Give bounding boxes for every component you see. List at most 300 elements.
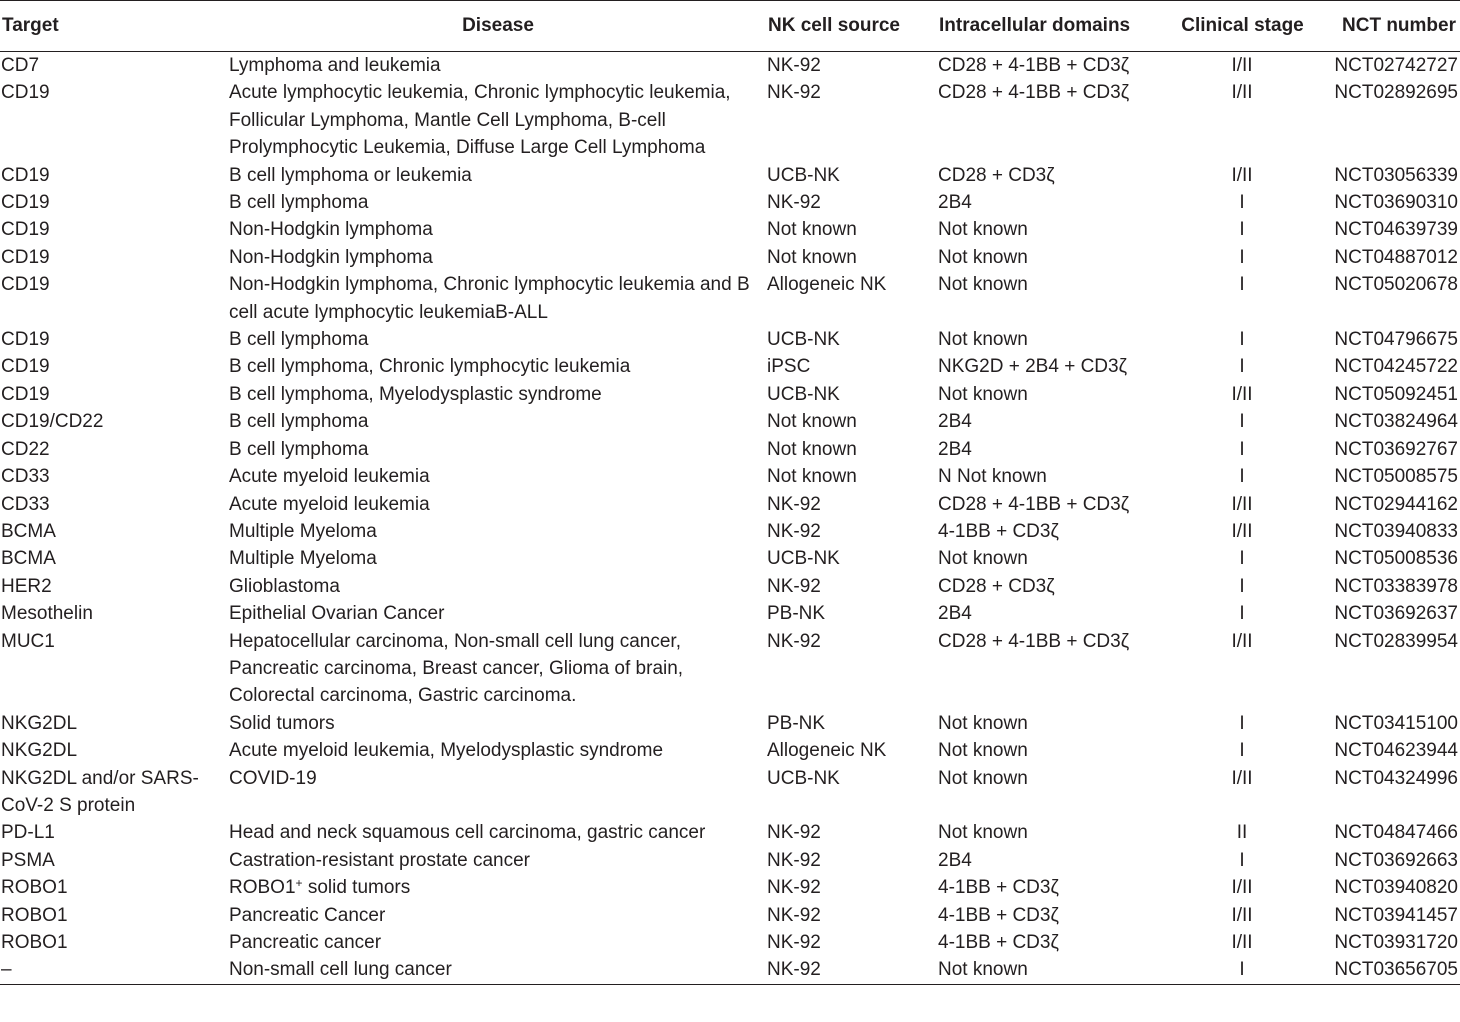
cell-intracellular-domains [937, 353, 1171, 380]
cell-nk-cell-source-text: NK-92 [767, 82, 821, 104]
cell-target-text: NKG2DL [1, 712, 78, 734]
cell-intracellular-domains [937, 600, 1171, 627]
cell-clinical-stage [1171, 765, 1312, 820]
cell-disease-text: Lymphoma and leukemia [229, 55, 441, 76]
cell-nk-cell-source-text: PB-NK [767, 712, 826, 734]
cell-disease-text: Hepatocellular carcinoma, Non-small cell lung cancer, Pancreatic carcinoma, Breast cancer, Glioma of brain, Colorectal carcinoma, Gastric carcinoma. [229, 630, 684, 707]
cell-disease [228, 326, 766, 353]
cell-disease-text: B cell lymphoma, Chronic lymphocytic leukemia [229, 356, 631, 378]
header-clinical-stage: Clinical stage [1181, 15, 1304, 36]
cell-nk-cell-source [766, 819, 937, 846]
cell-clinical-stage [1171, 189, 1312, 216]
cell-intracellular-domains [937, 408, 1171, 435]
cell-nct-number [1312, 518, 1460, 545]
cell-nct-number-text: NCT03383978 [1334, 575, 1458, 597]
cell-target [0, 518, 228, 545]
cell-nct-number-text: NCT03690310 [1334, 192, 1458, 214]
cell-nct-number-text: NCT03415100 [1334, 712, 1458, 734]
cell-clinical-stage-text: I [1239, 603, 1245, 625]
cell-intracellular-domains-text: NKG2D + 2B4 + CD3ζ [938, 356, 1127, 378]
cell-nk-cell-source-text: PB-NK [767, 603, 826, 625]
cell-disease-text: Non-Hodgkin lymphoma, Chronic lymphocytic leukemia and B cell acute lymphocytic leukemiaB-ALL [229, 274, 750, 323]
cell-clinical-stage-text: I/II [1231, 82, 1253, 104]
cell-target-text: PD-L1 [1, 822, 55, 844]
cell-nk-cell-source [766, 353, 937, 380]
table-row [0, 162, 1460, 189]
table-row [0, 491, 1460, 518]
cell-disease [228, 216, 766, 243]
cell-disease-text: B cell lymphoma [229, 438, 369, 460]
cell-target [0, 216, 228, 243]
cell-disease [228, 491, 766, 518]
cell-target-text: NKG2DL [1, 740, 78, 762]
cell-clinical-stage [1171, 79, 1312, 161]
table-row [0, 353, 1460, 380]
table-body [0, 52, 1460, 985]
cell-clinical-stage [1171, 463, 1312, 490]
cell-nk-cell-source [766, 244, 937, 271]
cell-intracellular-domains-text: 2B4 [938, 849, 972, 871]
cell-target [0, 326, 228, 353]
cell-clinical-stage [1171, 902, 1312, 929]
cell-clinical-stage [1171, 956, 1312, 984]
cell-nct-number [1312, 491, 1460, 518]
cell-intracellular-domains [937, 902, 1171, 929]
cell-nct-number-text: NCT04324996 [1334, 767, 1458, 789]
cell-nct-number [1312, 710, 1460, 737]
cell-nct-number-text: NCT04245722 [1334, 356, 1458, 378]
cell-nk-cell-source [766, 765, 937, 820]
cell-intracellular-domains [937, 463, 1171, 490]
cell-intracellular-domains [937, 929, 1171, 956]
cell-disease [228, 52, 766, 80]
cell-nk-cell-source [766, 628, 937, 710]
table-row [0, 518, 1460, 545]
cell-clinical-stage-text: I/II [1231, 767, 1253, 789]
table-row [0, 463, 1460, 490]
cell-disease-text: Castration-resistant prostate cancer [229, 849, 530, 871]
cell-nk-cell-source-text: Not known [767, 411, 857, 433]
cell-clinical-stage [1171, 244, 1312, 271]
cell-nct-number-text: NCT04847466 [1334, 822, 1458, 844]
cell-target [0, 737, 228, 764]
cell-nct-number [1312, 52, 1460, 80]
cell-target-text: CD19 [1, 192, 50, 214]
cell-nct-number [1312, 216, 1460, 243]
cell-intracellular-domains-text: CD28 + 4-1BB + CD3ζ [938, 82, 1130, 104]
cell-clinical-stage-text: I [1239, 959, 1245, 981]
cell-clinical-stage [1171, 271, 1312, 326]
cell-disease [228, 271, 766, 326]
table-row [0, 874, 1460, 901]
cell-target [0, 902, 228, 929]
cell-disease [228, 162, 766, 189]
cell-target-text: CD19 [1, 356, 50, 378]
cell-intracellular-domains-text: CD28 + 4-1BB + CD3ζ [938, 493, 1130, 515]
cell-target-text: BCMA [1, 520, 56, 542]
cell-nct-number [1312, 244, 1460, 271]
cell-intracellular-domains [937, 381, 1171, 408]
cell-target-text: ROBO1 [1, 932, 68, 953]
cell-target [0, 874, 228, 901]
cell-target [0, 929, 228, 956]
cell-clinical-stage-text: I/II [1231, 877, 1253, 899]
cell-target-text: ROBO1 [1, 877, 68, 899]
table-row [0, 765, 1460, 820]
table-row [0, 600, 1460, 627]
header-disease: Disease [462, 15, 534, 36]
cell-nk-cell-source-text: NK-92 [767, 192, 821, 214]
cell-disease [228, 463, 766, 490]
cell-nct-number [1312, 463, 1460, 490]
cell-nct-number [1312, 902, 1460, 929]
cell-disease [228, 847, 766, 874]
cell-clinical-stage-text: I/II [1231, 630, 1253, 652]
cell-disease-text: Pancreatic Cancer [229, 904, 386, 926]
cell-intracellular-domains [937, 573, 1171, 600]
table-header [0, 1, 1460, 52]
cell-target [0, 244, 228, 271]
cell-nk-cell-source [766, 52, 937, 80]
cell-target-text: CD7 [1, 55, 40, 76]
cell-target-text: PSMA [1, 849, 55, 871]
cell-clinical-stage-text: I [1239, 356, 1245, 378]
cell-nct-number-text: NCT04796675 [1334, 329, 1458, 351]
cell-disease [228, 79, 766, 161]
cell-disease-text: B cell lymphoma [229, 329, 369, 351]
cell-nct-number-text: NCT03692663 [1334, 849, 1458, 871]
cell-nk-cell-source-text: Not known [767, 246, 857, 268]
cell-nk-cell-source [766, 573, 937, 600]
cell-target-text: CD19 [1, 246, 50, 268]
cell-disease [228, 929, 766, 956]
cell-disease [228, 381, 766, 408]
cell-disease-text: Multiple Myeloma [229, 520, 377, 542]
cell-nk-cell-source [766, 436, 937, 463]
cell-nct-number-text: NCT05092451 [1334, 383, 1458, 405]
table-row [0, 79, 1460, 161]
cell-intracellular-domains-text: CD28 + CD3ζ [938, 164, 1055, 186]
cell-intracellular-domains [937, 710, 1171, 737]
cell-clinical-stage-text: I/II [1231, 383, 1253, 405]
cell-intracellular-domains [937, 628, 1171, 710]
cell-disease-text: Epithelial Ovarian Cancer [229, 603, 445, 625]
header-intracellular-domains: Intracellular domains [939, 15, 1131, 36]
cell-intracellular-domains [937, 436, 1171, 463]
cell-target-text: CD19 [1, 82, 50, 104]
cell-clinical-stage-text: I/II [1231, 904, 1253, 926]
cell-nct-number [1312, 765, 1460, 820]
cell-nct-number [1312, 847, 1460, 874]
table-row [0, 189, 1460, 216]
cell-clinical-stage-text: I [1239, 246, 1245, 268]
cell-intracellular-domains-text: 2B4 [938, 438, 972, 460]
cell-target [0, 628, 228, 710]
cell-nct-number-text: NCT05008536 [1334, 548, 1458, 570]
cell-clinical-stage-text: I [1239, 575, 1245, 597]
cell-nct-number-text: NCT02742727 [1334, 55, 1458, 76]
cell-target-text: NKG2DL and/or SARS-CoV-2 S protein [1, 767, 199, 816]
cell-disease [228, 710, 766, 737]
cell-intracellular-domains [937, 244, 1171, 271]
cell-nk-cell-source [766, 216, 937, 243]
table-row [0, 326, 1460, 353]
cell-nk-cell-source [766, 518, 937, 545]
table-row [0, 929, 1460, 956]
cell-nct-number [1312, 628, 1460, 710]
cell-disease-text: Non-small cell lung cancer [229, 959, 452, 981]
cell-intracellular-domains-text: 4-1BB + CD3ζ [938, 904, 1059, 926]
cell-intracellular-domains [937, 847, 1171, 874]
cell-intracellular-domains [937, 765, 1171, 820]
header-row [0, 1, 1460, 52]
cell-disease-text: Pancreatic cancer [229, 932, 382, 953]
cell-nct-number-text: NCT03940833 [1334, 520, 1458, 542]
cell-target-text: MUC1 [1, 630, 55, 652]
cell-nct-number-text: NCT03656705 [1334, 959, 1458, 981]
cell-target [0, 545, 228, 572]
cell-nct-number [1312, 436, 1460, 463]
cell-intracellular-domains [937, 52, 1171, 80]
cell-target [0, 847, 228, 874]
table-row [0, 271, 1460, 326]
cell-disease-text: Acute myeloid leukemia [229, 466, 430, 488]
cell-target [0, 408, 228, 435]
cell-nk-cell-source-text: NK-92 [767, 932, 821, 953]
cell-nk-cell-source-text: UCB-NK [767, 164, 840, 186]
cell-clinical-stage [1171, 518, 1312, 545]
table-row [0, 710, 1460, 737]
cell-target [0, 381, 228, 408]
cell-nk-cell-source [766, 189, 937, 216]
cell-disease [228, 518, 766, 545]
cell-target-text: CD33 [1, 493, 50, 515]
cell-nk-cell-source [766, 545, 937, 572]
cell-disease [228, 765, 766, 820]
cell-nk-cell-source-text: NK-92 [767, 55, 821, 76]
cell-nct-number-text: NCT02839954 [1334, 630, 1458, 652]
cell-target-text: CD19 [1, 329, 50, 351]
cell-disease-text: Acute lymphocytic leukemia, Chronic lymphocytic leukemia, Follicular Lymphoma, Mantle Cell Lymphoma, B-cell Prolymphocytic Leukemia, Diffuse Large Cell Lymphoma [229, 82, 731, 159]
cell-intracellular-domains [937, 271, 1171, 326]
cell-nct-number-text: NCT03056339 [1334, 164, 1458, 186]
cell-nct-number [1312, 929, 1460, 956]
cell-nct-number-text: NCT05008575 [1334, 466, 1458, 488]
cell-target [0, 52, 228, 80]
cell-nk-cell-source-text: UCB-NK [767, 548, 840, 570]
cell-disease-text: B cell lymphoma [229, 192, 369, 214]
cell-intracellular-domains [937, 819, 1171, 846]
cell-disease [228, 408, 766, 435]
disease-suffix: solid tumors [302, 877, 411, 899]
table-row [0, 408, 1460, 435]
cell-clinical-stage-text: I [1239, 548, 1245, 570]
cell-intracellular-domains-text: Not known [938, 740, 1028, 762]
cell-clinical-stage-text: I/II [1231, 493, 1253, 515]
cell-nk-cell-source [766, 463, 937, 490]
cell-target-text: Mesothelin [1, 603, 93, 625]
cell-clinical-stage-text: I [1239, 219, 1245, 241]
cell-nk-cell-source [766, 874, 937, 901]
cell-disease [228, 819, 766, 846]
header-target: Target [2, 15, 59, 36]
cell-nct-number-text: NCT04639739 [1334, 219, 1458, 241]
table-row [0, 902, 1460, 929]
cell-nk-cell-source [766, 600, 937, 627]
table-row [0, 819, 1460, 846]
cell-target-text: BCMA [1, 548, 56, 570]
cell-disease-text: ROBO1 [229, 877, 296, 899]
cell-target [0, 491, 228, 518]
cell-target [0, 189, 228, 216]
cell-nk-cell-source [766, 271, 937, 326]
cell-intracellular-domains-text: CD28 + 4-1BB + CD3ζ [938, 630, 1130, 652]
cell-intracellular-domains-text: Not known [938, 274, 1028, 296]
cell-clinical-stage [1171, 162, 1312, 189]
cell-disease [228, 189, 766, 216]
cell-intracellular-domains-text: Not known [938, 219, 1028, 241]
cell-clinical-stage [1171, 819, 1312, 846]
cell-nct-number [1312, 545, 1460, 572]
cell-disease-text: Solid tumors [229, 712, 335, 734]
table-row [0, 956, 1460, 984]
cell-intracellular-domains [937, 162, 1171, 189]
cell-nk-cell-source-text: NK-92 [767, 959, 821, 981]
cell-intracellular-domains-text: CD28 + CD3ζ [938, 575, 1055, 597]
cell-intracellular-domains-text: 2B4 [938, 192, 972, 214]
cell-intracellular-domains [937, 518, 1171, 545]
cell-target-text: CD19 [1, 383, 50, 405]
cell-nct-number-text: NCT03941457 [1334, 904, 1458, 926]
cell-disease [228, 545, 766, 572]
cell-intracellular-domains [937, 79, 1171, 161]
cell-nk-cell-source [766, 956, 937, 984]
cell-nct-number [1312, 79, 1460, 161]
table-row [0, 573, 1460, 600]
cell-nk-cell-source-text: Not known [767, 438, 857, 460]
cell-clinical-stage-text: II [1236, 822, 1248, 844]
cell-target [0, 353, 228, 380]
cell-clinical-stage [1171, 436, 1312, 463]
cell-target [0, 710, 228, 737]
cell-clinical-stage [1171, 491, 1312, 518]
cell-disease-text: Non-Hodgkin lymphoma [229, 219, 433, 241]
cell-clinical-stage [1171, 216, 1312, 243]
cell-nct-number [1312, 737, 1460, 764]
cell-nk-cell-source-text: NK-92 [767, 822, 821, 844]
cell-intracellular-domains-text: Not known [938, 959, 1028, 981]
cell-clinical-stage [1171, 52, 1312, 80]
cell-clinical-stage [1171, 874, 1312, 901]
table-row [0, 244, 1460, 271]
cell-clinical-stage [1171, 628, 1312, 710]
cell-target-text: HER2 [1, 575, 52, 597]
cell-target-text: CD19 [1, 164, 50, 186]
cell-clinical-stage [1171, 545, 1312, 572]
cell-disease [228, 244, 766, 271]
cell-nk-cell-source-text: NK-92 [767, 904, 821, 926]
cell-disease-text: B cell lymphoma or leukemia [229, 164, 472, 186]
cell-clinical-stage-text: I [1239, 411, 1245, 433]
cell-nk-cell-source-text: NK-92 [767, 877, 821, 899]
cell-clinical-stage [1171, 573, 1312, 600]
cell-nct-number [1312, 381, 1460, 408]
cell-target [0, 600, 228, 627]
cell-disease [228, 600, 766, 627]
cell-intracellular-domains-text: Not known [938, 548, 1028, 570]
cell-disease-text: Acute myeloid leukemia, Myelodysplastic syndrome [229, 740, 664, 762]
cell-target-text: ROBO1 [1, 904, 68, 926]
cell-intracellular-domains [937, 491, 1171, 518]
cell-nk-cell-source-text: NK-92 [767, 849, 821, 871]
cell-disease-text: Acute myeloid leukemia [229, 493, 430, 515]
cell-intracellular-domains-text: 2B4 [938, 411, 972, 433]
cell-nct-number-text: NCT04623944 [1334, 740, 1458, 762]
cell-nct-number-text: NCT04887012 [1334, 246, 1458, 268]
cell-clinical-stage-text: I [1239, 329, 1245, 351]
cell-clinical-stage [1171, 929, 1312, 956]
cell-disease-text: B cell lymphoma, Myelodysplastic syndrome [229, 383, 602, 405]
cell-intracellular-domains-text: 4-1BB + CD3ζ [938, 520, 1059, 542]
cell-nct-number-text: NCT03692767 [1334, 438, 1458, 460]
cell-clinical-stage-text: I/II [1231, 164, 1253, 186]
cell-clinical-stage [1171, 381, 1312, 408]
cell-nct-number-text: NCT03824964 [1334, 411, 1458, 433]
cell-nk-cell-source-text: NK-92 [767, 520, 821, 542]
cell-intracellular-domains [937, 874, 1171, 901]
cell-disease-text: Head and neck squamous cell carcinoma, gastric cancer [229, 822, 706, 844]
cell-nk-cell-source [766, 408, 937, 435]
cell-intracellular-domains-text: Not known [938, 712, 1028, 734]
cell-clinical-stage [1171, 353, 1312, 380]
cell-clinical-stage [1171, 847, 1312, 874]
table-row [0, 381, 1460, 408]
cell-nk-cell-source [766, 326, 937, 353]
cell-clinical-stage-text: I [1239, 274, 1245, 296]
cell-target [0, 463, 228, 490]
cell-nct-number [1312, 271, 1460, 326]
cell-nct-number [1312, 353, 1460, 380]
cell-clinical-stage-text: I [1239, 740, 1245, 762]
cell-clinical-stage-text: I [1239, 849, 1245, 871]
cell-disease-text: Non-Hodgkin lymphoma [229, 246, 433, 268]
cell-nk-cell-source-text: NK-92 [767, 575, 821, 597]
cell-nk-cell-source [766, 737, 937, 764]
cell-intracellular-domains-text: Not known [938, 822, 1028, 844]
cell-nk-cell-source [766, 710, 937, 737]
cell-disease [228, 956, 766, 984]
cell-nk-cell-source-text: Allogeneic NK [767, 740, 887, 762]
cell-disease [228, 874, 766, 901]
table-row [0, 436, 1460, 463]
cell-clinical-stage-text: I [1239, 712, 1245, 734]
cell-clinical-stage-text: I/II [1231, 932, 1253, 953]
cell-nct-number-text: NCT03940820 [1334, 877, 1458, 899]
table-row [0, 737, 1460, 764]
cell-clinical-stage-text: I/II [1231, 55, 1253, 76]
table-row [0, 52, 1460, 80]
table-row [0, 628, 1460, 710]
cell-disease [228, 436, 766, 463]
cell-target [0, 79, 228, 161]
cell-nk-cell-source-text: Not known [767, 219, 857, 241]
cell-nct-number [1312, 600, 1460, 627]
cell-target [0, 956, 228, 984]
cell-nk-cell-source-text: NK-92 [767, 630, 821, 652]
cell-intracellular-domains-text: CD28 + 4-1BB + CD3ζ [938, 55, 1130, 76]
cell-nct-number [1312, 819, 1460, 846]
cell-nk-cell-source-text: UCB-NK [767, 767, 840, 789]
